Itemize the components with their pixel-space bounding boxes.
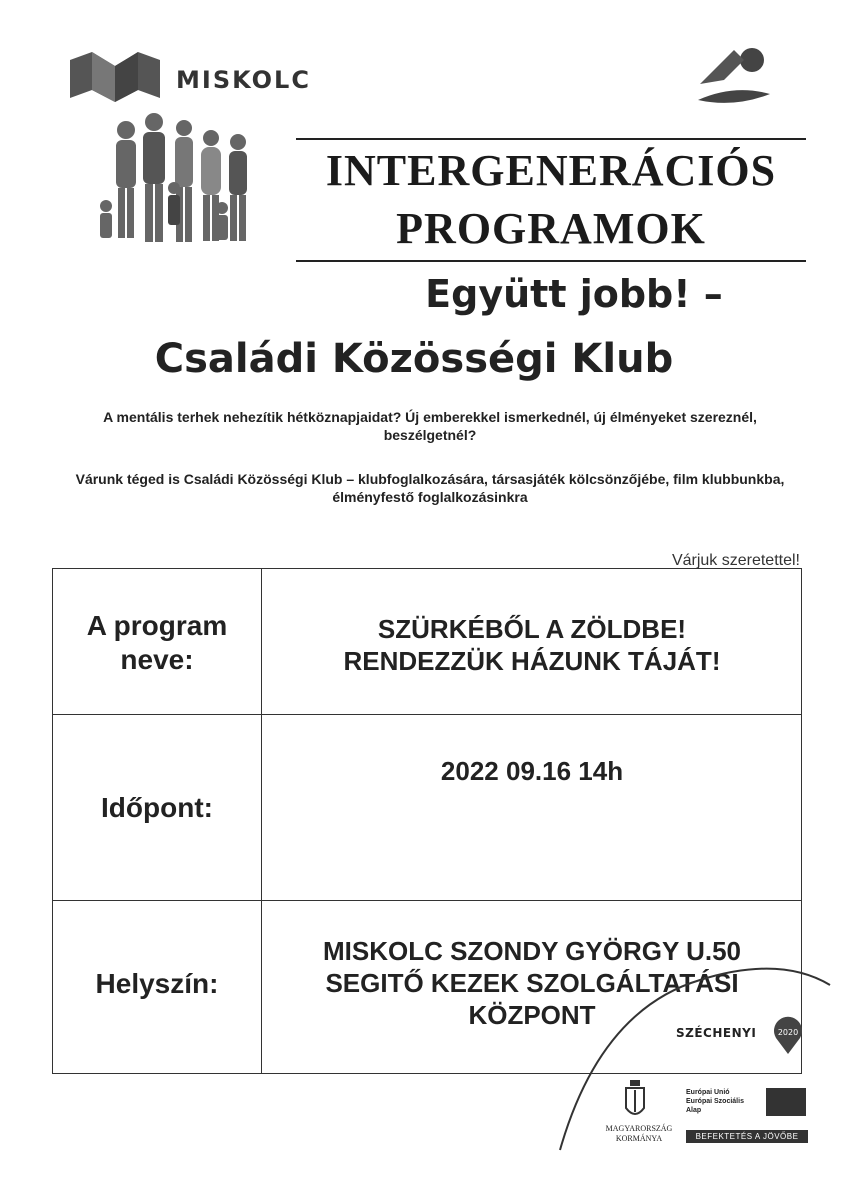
- title-line-2: Családi Közösségi Klub: [154, 336, 674, 382]
- eu-label: Európai Unió Európai Szociális Alap: [686, 1089, 744, 1114]
- label-program-name: A program neve:: [86, 610, 228, 675]
- label-location: Helyszín:: [95, 968, 219, 999]
- closing-text: Várjuk szeretettel!: [671, 552, 800, 569]
- family-illustration-icon: [96, 108, 256, 263]
- title-line-1: Együtt jobb! –: [425, 272, 723, 316]
- svg-text:2020: 2020: [777, 1028, 799, 1037]
- table-row-time: [53, 715, 801, 901]
- table-row-program-name: [53, 569, 801, 715]
- szechenyi-2020-badge-icon: [772, 1016, 804, 1054]
- logo-city-name: MISKOLC: [176, 66, 311, 94]
- miskolc-logo-icon: [70, 52, 160, 102]
- intro-paragraph-1: A mentális terhek nehezítik hétköznapjaidat? Új emberekkel ismerkednél, új élményeket szereznél, beszélgetnél?: [103, 409, 757, 443]
- label-time: Időpont:: [101, 792, 213, 823]
- heading-line-2: PROGRAMOK: [396, 204, 706, 253]
- organization-bird-logo-icon: [694, 44, 774, 108]
- heading-bottom-rule: [296, 260, 806, 262]
- heading-top-rule: [296, 138, 806, 140]
- value-program-name: SZÜRKÉBŐL A ZÖLDBE! RENDEZZÜK HÁZUNK TÁJÁT!: [343, 614, 721, 676]
- heading-line-1: INTERGENERÁCIÓS: [325, 146, 777, 195]
- value-time: 2022 09.16 14h: [440, 756, 624, 786]
- eu-flag-icon: [766, 1088, 806, 1116]
- government-label: MAGYARORSZÁG KORMÁNYA: [605, 1124, 673, 1143]
- eu-slogan-banner: BEFEKTETÉS A JÖVŐBE: [686, 1130, 808, 1143]
- value-location: MISKOLC SZONDY GYÖRGY U.50 SEGITŐ KEZEK SZOLGÁLTATÁSI KÖZPONT: [322, 936, 741, 1030]
- program-details-table: [52, 568, 802, 1074]
- hungarian-crest-icon: [624, 1080, 646, 1120]
- table-row-location: [53, 901, 801, 1075]
- szechenyi-label: SZÉCHENYI: [676, 1026, 757, 1040]
- intro-paragraph-2: Várunk téged is Családi Közösségi Klub – klubfoglalkozására, társasjáték kölcsönzőjébe, film klubbunkba, élményfestő foglalkozásinkra: [75, 471, 785, 505]
